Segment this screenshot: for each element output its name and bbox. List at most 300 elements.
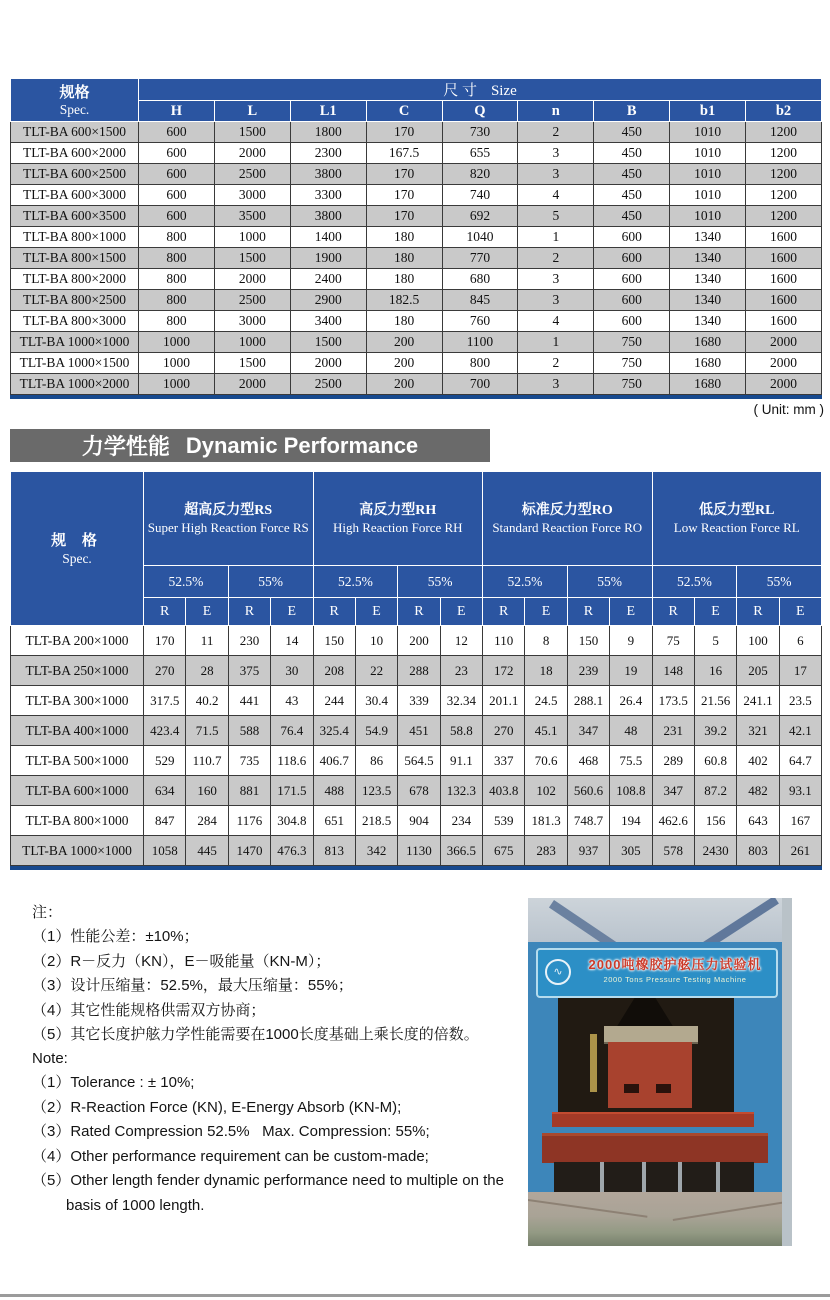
size-value-cell: 1200 (746, 185, 822, 206)
size-value-cell: 4 (518, 185, 594, 206)
performance-value-cell: 171.5 (271, 776, 313, 806)
performance-value-cell: 476.3 (271, 836, 313, 866)
size-value-cell: 1340 (670, 269, 746, 290)
size-spec-cell: TLT-BA 600×3000 (11, 185, 139, 206)
size-value-cell: 1200 (746, 122, 822, 143)
performance-value-cell: 651 (313, 806, 355, 836)
size-value-cell: 180 (366, 227, 442, 248)
size-value-cell: 1500 (214, 122, 290, 143)
performance-value-cell: 1176 (228, 806, 270, 836)
notes-english (32, 1047, 510, 1218)
size-column-header: L1 (290, 101, 366, 122)
performance-spec-cell: TLT-BA 300×1000 (11, 686, 144, 716)
performance-value-cell: 347 (567, 716, 609, 746)
group-header-rl-zh: 低反力型RL (699, 502, 775, 518)
size-value-cell: 1500 (290, 332, 366, 353)
performance-value-cell: 173.5 (652, 686, 694, 716)
size-table-row (11, 143, 822, 164)
size-table-row (11, 332, 822, 353)
size-value-cell: 3800 (290, 164, 366, 185)
press-side-strip (590, 1034, 597, 1092)
section-heading-zh: 力学性能 (81, 434, 170, 459)
size-table-row (11, 269, 822, 290)
floor-seam (673, 1197, 792, 1221)
performance-value-cell: 102 (525, 776, 567, 806)
performance-value-cell: 813 (313, 836, 355, 866)
note-item-zh: （4）其它性能规格供需双方协商； (32, 1001, 266, 1019)
performance-value-cell: 123.5 (355, 776, 397, 806)
size-value-cell: 1040 (442, 227, 518, 248)
performance-value-cell: 402 (737, 746, 779, 776)
size-value-cell: 1000 (214, 332, 290, 353)
section-heading (10, 429, 490, 462)
size-group-header-en: Size (490, 83, 517, 99)
size-value-cell: 800 (442, 353, 518, 374)
performance-value-cell: 71.5 (186, 716, 228, 746)
size-spec-cell: TLT-BA 800×3000 (11, 311, 139, 332)
size-value-cell: 2 (518, 353, 594, 374)
size-spec-cell: TLT-BA 600×2000 (11, 143, 139, 164)
size-value-cell: 2900 (290, 290, 366, 311)
size-spec-header (11, 79, 139, 122)
press-slot (624, 1084, 639, 1093)
note-item-en: （5）Other length fender dynamic performance need to multiple on the basis of 1000 length. (32, 1172, 509, 1214)
size-value-cell: 170 (366, 164, 442, 185)
performance-table (10, 471, 822, 866)
performance-value-cell: 54.9 (355, 716, 397, 746)
performance-value-cell: 2430 (694, 836, 736, 866)
note-item-en: （2）R-Reaction Force (KN), E-Energy Absorb (KN-M); (32, 1098, 402, 1116)
performance-value-cell: 64.7 (779, 746, 821, 776)
performance-value-cell: 317.5 (144, 686, 186, 716)
performance-value-cell: 9 (610, 626, 652, 656)
group-header-ro-en: Standard Reaction Force RO (492, 519, 643, 535)
note-item-zh: （5）其它长度护舷力学性能需要在1000长度基础上乘长度的倍数。 (32, 1026, 479, 1043)
performance-value-cell: 40.2 (186, 686, 228, 716)
performance-value-cell: 6 (779, 626, 821, 656)
unit-label: ( Unit: mm ) (753, 402, 824, 417)
size-table-row (11, 374, 822, 395)
size-value-cell: 1680 (670, 332, 746, 353)
size-spec-cell: TLT-BA 600×1500 (11, 122, 139, 143)
machine-opening (558, 998, 734, 1120)
re-header: E (271, 598, 313, 626)
performance-value-cell: 881 (228, 776, 270, 806)
performance-value-cell: 231 (652, 716, 694, 746)
note-item-en: （4）Other performance requirement can be custom-made; (32, 1147, 429, 1165)
size-value-cell: 3 (518, 290, 594, 311)
size-value-cell: 3400 (290, 311, 366, 332)
performance-value-cell: 22 (355, 656, 397, 686)
performance-header-groups (11, 472, 822, 566)
re-header: R (398, 598, 440, 626)
performance-table-wrapper (10, 471, 822, 870)
size-value-cell: 1400 (290, 227, 366, 248)
performance-value-cell: 208 (313, 656, 355, 686)
performance-value-cell: 321 (737, 716, 779, 746)
press-wedge (616, 998, 674, 1028)
size-value-cell: 3000 (214, 185, 290, 206)
performance-value-cell: 937 (567, 836, 609, 866)
performance-value-cell: 366.5 (440, 836, 482, 866)
size-column-header: b1 (670, 101, 746, 122)
performance-value-cell: 1130 (398, 836, 440, 866)
size-value-cell: 450 (594, 206, 670, 227)
performance-table-row (11, 656, 822, 686)
performance-value-cell: 24.5 (525, 686, 567, 716)
performance-value-cell: 239 (567, 656, 609, 686)
sign-logo-icon: ∿ (545, 959, 571, 985)
performance-value-cell: 270 (483, 716, 525, 746)
performance-value-cell: 45.1 (525, 716, 567, 746)
note-item-en: （1）Tolerance : ± 10%; (32, 1074, 195, 1091)
size-table-row (11, 248, 822, 269)
performance-value-cell: 26.4 (610, 686, 652, 716)
size-value-cell: 680 (442, 269, 518, 290)
performance-value-cell: 200 (398, 626, 440, 656)
press-block (608, 1042, 692, 1108)
size-value-cell: 180 (366, 269, 442, 290)
performance-spec-cell: TLT-BA 200×1000 (11, 626, 144, 656)
size-value-cell: 800 (139, 269, 215, 290)
performance-value-cell: 75.5 (610, 746, 652, 776)
performance-value-cell: 560.6 (567, 776, 609, 806)
performance-value-cell: 60.8 (694, 746, 736, 776)
size-value-cell: 1600 (746, 248, 822, 269)
re-header: R (567, 598, 609, 626)
size-value-cell: 450 (594, 185, 670, 206)
performance-value-cell: 1470 (228, 836, 270, 866)
size-value-cell: 3500 (214, 206, 290, 227)
performance-value-cell: 11 (186, 626, 228, 656)
performance-value-cell: 288 (398, 656, 440, 686)
machine-leg (716, 1162, 720, 1194)
compression-header: 52.5% (313, 566, 398, 598)
size-value-cell: 600 (139, 143, 215, 164)
size-table-wrapper (10, 78, 822, 399)
machine-photo (528, 898, 792, 1246)
size-value-cell: 2000 (214, 143, 290, 164)
size-value-cell: 1000 (139, 332, 215, 353)
size-spec-cell: TLT-BA 1000×1500 (11, 353, 139, 374)
size-value-cell: 3300 (290, 185, 366, 206)
performance-table-row (11, 716, 822, 746)
machine-leg (600, 1162, 604, 1194)
re-header: E (779, 598, 821, 626)
performance-value-cell: 339 (398, 686, 440, 716)
performance-table-row (11, 776, 822, 806)
notes-english-list (32, 1071, 510, 1218)
group-header-ro-zh: 标准反力型RO (521, 502, 613, 518)
performance-value-cell: 283 (525, 836, 567, 866)
size-value-cell: 167.5 (366, 143, 442, 164)
performance-value-cell: 803 (737, 836, 779, 866)
performance-value-cell: 100 (737, 626, 779, 656)
performance-value-cell: 12 (440, 626, 482, 656)
size-value-cell: 2000 (290, 353, 366, 374)
performance-value-cell: 375 (228, 656, 270, 686)
size-value-cell: 170 (366, 122, 442, 143)
size-table-row (11, 122, 822, 143)
performance-value-cell: 462.6 (652, 806, 694, 836)
size-value-cell: 730 (442, 122, 518, 143)
note-item-zh: （2）R－反力（KN），E－吸能量（KN-M）； (32, 952, 331, 970)
performance-value-cell: 30 (271, 656, 313, 686)
performance-table-row (11, 626, 822, 656)
size-value-cell: 1600 (746, 290, 822, 311)
performance-value-cell: 488 (313, 776, 355, 806)
performance-value-cell: 288.1 (567, 686, 609, 716)
size-value-cell: 2500 (290, 374, 366, 395)
performance-value-cell: 748.7 (567, 806, 609, 836)
performance-value-cell: 110 (483, 626, 525, 656)
size-value-cell: 3800 (290, 206, 366, 227)
performance-value-cell: 678 (398, 776, 440, 806)
group-header-rl (652, 472, 822, 566)
size-value-cell: 1340 (670, 248, 746, 269)
performance-value-cell: 337 (483, 746, 525, 776)
size-value-cell: 2400 (290, 269, 366, 290)
size-spec-cell: TLT-BA 600×3500 (11, 206, 139, 227)
re-header: R (144, 598, 186, 626)
size-value-cell: 600 (594, 311, 670, 332)
performance-value-cell: 167 (779, 806, 821, 836)
size-table-row (11, 227, 822, 248)
size-value-cell: 600 (594, 227, 670, 248)
performance-spec-cell: TLT-BA 600×1000 (11, 776, 144, 806)
performance-value-cell: 406.7 (313, 746, 355, 776)
size-value-cell: 600 (594, 269, 670, 290)
size-value-cell: 3 (518, 143, 594, 164)
performance-value-cell: 23 (440, 656, 482, 686)
performance-value-cell: 132.3 (440, 776, 482, 806)
size-value-cell: 2000 (746, 332, 822, 353)
performance-value-cell: 181.3 (525, 806, 567, 836)
performance-value-cell: 230 (228, 626, 270, 656)
performance-value-cell: 194 (610, 806, 652, 836)
size-column-header: n (518, 101, 594, 122)
size-value-cell: 2 (518, 248, 594, 269)
performance-value-cell: 32.34 (440, 686, 482, 716)
size-table-row (11, 185, 822, 206)
re-header: E (610, 598, 652, 626)
size-value-cell: 180 (366, 311, 442, 332)
size-value-cell: 3 (518, 374, 594, 395)
size-value-cell: 600 (139, 164, 215, 185)
performance-value-cell: 91.1 (440, 746, 482, 776)
size-value-cell: 1010 (670, 122, 746, 143)
size-value-cell: 1500 (214, 248, 290, 269)
performance-value-cell: 148 (652, 656, 694, 686)
size-table-body (11, 122, 822, 395)
size-value-cell: 820 (442, 164, 518, 185)
note-item-zh: （3）设计压缩量：52.5%，最大压缩量：55%； (32, 977, 353, 994)
size-value-cell: 1600 (746, 269, 822, 290)
machine-leg (678, 1162, 682, 1194)
performance-value-cell: 403.8 (483, 776, 525, 806)
performance-value-cell: 468 (567, 746, 609, 776)
size-value-cell: 1 (518, 227, 594, 248)
machine-leg (642, 1162, 646, 1194)
size-value-cell: 1500 (214, 353, 290, 374)
size-value-cell: 2500 (214, 164, 290, 185)
compression-header: 52.5% (483, 566, 568, 598)
group-header-rh (313, 472, 483, 566)
size-value-cell: 5 (518, 206, 594, 227)
note-item-en: （3）Rated Compression 52.5% Max. Compression: 55%; (32, 1123, 430, 1140)
machine-cross-beam (542, 1133, 768, 1163)
performance-spec-cell: TLT-BA 1000×1000 (11, 836, 144, 866)
performance-value-cell: 21.56 (694, 686, 736, 716)
performance-spec-cell: TLT-BA 400×1000 (11, 716, 144, 746)
performance-value-cell: 1058 (144, 836, 186, 866)
performance-value-cell: 270 (144, 656, 186, 686)
note-item-zh: （1）性能公差：±10%； (32, 928, 199, 945)
size-value-cell: 1340 (670, 227, 746, 248)
size-value-cell: 692 (442, 206, 518, 227)
size-column-header: L (214, 101, 290, 122)
performance-value-cell: 16 (694, 656, 736, 686)
size-value-cell: 760 (442, 311, 518, 332)
size-spec-cell: TLT-BA 1000×1000 (11, 332, 139, 353)
size-value-cell: 600 (594, 290, 670, 311)
photo-floor (528, 1192, 792, 1246)
size-value-cell: 845 (442, 290, 518, 311)
performance-value-cell: 284 (186, 806, 228, 836)
performance-value-cell: 445 (186, 836, 228, 866)
size-value-cell: 3 (518, 269, 594, 290)
performance-value-cell: 304.8 (271, 806, 313, 836)
size-value-cell: 750 (594, 332, 670, 353)
size-value-cell: 450 (594, 122, 670, 143)
size-value-cell: 750 (594, 353, 670, 374)
size-value-cell: 1010 (670, 143, 746, 164)
performance-value-cell: 634 (144, 776, 186, 806)
re-header: R (228, 598, 270, 626)
performance-value-cell: 70.6 (525, 746, 567, 776)
size-spec-cell: TLT-BA 1000×2000 (11, 374, 139, 395)
size-value-cell: 4 (518, 311, 594, 332)
performance-value-cell: 76.4 (271, 716, 313, 746)
size-value-cell: 1 (518, 332, 594, 353)
performance-value-cell: 23.5 (779, 686, 821, 716)
performance-table-body (11, 626, 822, 866)
performance-value-cell: 14 (271, 626, 313, 656)
re-header: E (186, 598, 228, 626)
size-spec-cell: TLT-BA 800×1500 (11, 248, 139, 269)
size-column-header: b2 (746, 101, 822, 122)
performance-value-cell: 244 (313, 686, 355, 716)
performance-value-cell: 205 (737, 656, 779, 686)
size-spec-cell: TLT-BA 800×2500 (11, 290, 139, 311)
compression-header: 52.5% (652, 566, 737, 598)
performance-value-cell: 28 (186, 656, 228, 686)
size-value-cell: 3 (518, 164, 594, 185)
size-column-header: C (366, 101, 442, 122)
machine-legs-area (554, 1162, 754, 1194)
performance-value-cell: 305 (610, 836, 652, 866)
compression-header: 55% (228, 566, 313, 598)
size-value-cell: 1600 (746, 311, 822, 332)
size-value-cell: 200 (366, 332, 442, 353)
size-value-cell: 170 (366, 185, 442, 206)
size-value-cell: 450 (594, 164, 670, 185)
size-value-cell: 2000 (214, 374, 290, 395)
size-value-cell: 1010 (670, 164, 746, 185)
re-header: E (525, 598, 567, 626)
group-header-rs (144, 472, 314, 566)
re-header: E (694, 598, 736, 626)
performance-value-cell: 904 (398, 806, 440, 836)
performance-spec-cell: TLT-BA 500×1000 (11, 746, 144, 776)
performance-spec-header (11, 472, 144, 626)
performance-value-cell: 39.2 (694, 716, 736, 746)
size-value-cell: 655 (442, 143, 518, 164)
re-header: E (355, 598, 397, 626)
performance-value-cell: 325.4 (313, 716, 355, 746)
re-header: R (652, 598, 694, 626)
size-value-cell: 1200 (746, 206, 822, 227)
performance-value-cell: 578 (652, 836, 694, 866)
performance-value-cell: 5 (694, 626, 736, 656)
performance-table-row (11, 836, 822, 866)
performance-value-cell: 529 (144, 746, 186, 776)
performance-value-cell: 58.8 (440, 716, 482, 746)
size-value-cell: 1000 (214, 227, 290, 248)
performance-value-cell: 201.1 (483, 686, 525, 716)
size-spec-header-zh: 规格 (59, 84, 90, 101)
group-header-ro (483, 472, 653, 566)
size-table-row (11, 164, 822, 185)
performance-value-cell: 342 (355, 836, 397, 866)
size-value-cell: 2000 (746, 353, 822, 374)
compression-header: 55% (737, 566, 822, 598)
performance-value-cell: 482 (737, 776, 779, 806)
performance-table-row (11, 686, 822, 716)
compression-header: 55% (567, 566, 652, 598)
performance-table-row (11, 806, 822, 836)
size-value-cell: 700 (442, 374, 518, 395)
size-spec-cell: TLT-BA 800×2000 (11, 269, 139, 290)
performance-value-cell: 43 (271, 686, 313, 716)
performance-value-cell: 539 (483, 806, 525, 836)
size-value-cell: 770 (442, 248, 518, 269)
performance-value-cell: 108.8 (610, 776, 652, 806)
performance-value-cell: 118.6 (271, 746, 313, 776)
performance-spec-header-en: Spec. (62, 550, 92, 566)
performance-value-cell: 10 (355, 626, 397, 656)
size-value-cell: 2 (518, 122, 594, 143)
size-column-header: Q (442, 101, 518, 122)
performance-value-cell: 87.2 (694, 776, 736, 806)
bottom-rule (0, 1294, 830, 1297)
performance-value-cell: 847 (144, 806, 186, 836)
size-value-cell: 1000 (139, 374, 215, 395)
size-value-cell: 182.5 (366, 290, 442, 311)
photo-sign-line2: 2000 Tons Pressure Testing Machine (603, 975, 747, 984)
notes-chinese (32, 901, 510, 1048)
performance-value-cell: 234 (440, 806, 482, 836)
notes-english-title: Note: (32, 1050, 68, 1067)
size-value-cell: 2300 (290, 143, 366, 164)
performance-value-cell: 588 (228, 716, 270, 746)
group-header-rh-en: High Reaction Force RH (332, 519, 463, 535)
performance-value-cell: 160 (186, 776, 228, 806)
performance-value-cell: 289 (652, 746, 694, 776)
performance-value-cell: 675 (483, 836, 525, 866)
performance-spec-header-zh: 规 格 (51, 532, 103, 549)
performance-value-cell: 643 (737, 806, 779, 836)
